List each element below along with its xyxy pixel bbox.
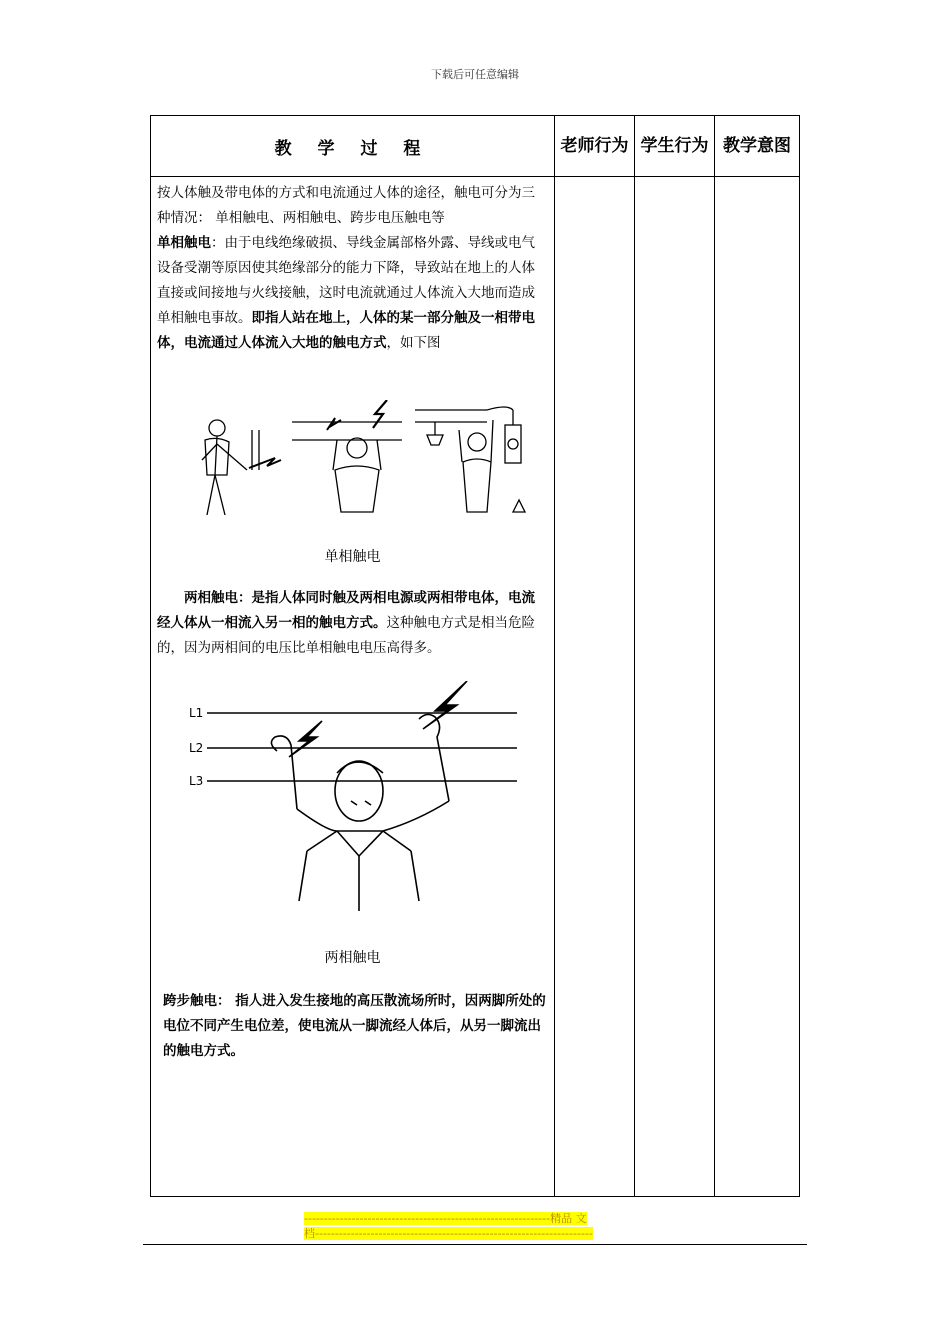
two-phase-definition: 两相触电：是指人体同时触及两相电源或两相带电体，电流经人体从一相流入另一相的触电方式。 bbox=[157, 590, 535, 631]
man-figure-icon bbox=[271, 714, 449, 911]
figure-b-person-icon bbox=[292, 400, 402, 512]
header-student-behavior: 学生行为 bbox=[635, 116, 715, 177]
two-phase-text: 这种触电方式是相当危险的，因为两相间的电压比单相触电电压高得多。 bbox=[157, 615, 535, 656]
figure-a-person-icon bbox=[202, 420, 281, 515]
two-phase-caption: 两相触电 bbox=[324, 950, 381, 966]
single-phase-paragraph bbox=[157, 231, 548, 356]
teaching-intent-cell bbox=[715, 177, 800, 1197]
header-teacher-behavior: 老师行为 bbox=[555, 116, 635, 177]
two-phase-illustration bbox=[187, 681, 527, 931]
step-voltage-paragraph: 跨步触电： 指人进入发生接地的高压散流场所时，因两脚所处的电位不同产生电位差，使电流从一脚流经人体后，从另一脚流出的触电方式。 bbox=[163, 993, 546, 1059]
student-behavior-cell bbox=[635, 177, 715, 1197]
single-phase-definition: 即指人站在地上，人体的某一部分触及一相带电体，电流通过人体流入大地的触电方式 bbox=[157, 310, 535, 351]
lesson-table bbox=[150, 115, 800, 1197]
header-teaching-process: 教 学 过 程 bbox=[151, 116, 555, 177]
page-header-note: 下载后可任意编辑 bbox=[431, 68, 519, 81]
lightning-small-icon bbox=[289, 721, 322, 757]
single-phase-caption: 单相触电 bbox=[324, 549, 381, 565]
lightning-icon bbox=[423, 681, 467, 729]
single-phase-illustration bbox=[187, 400, 527, 530]
single-phase-text: ：由于电线绝缘破损、导线金属部格外露、导线或电气设备受潮等原因使其绝缘部分的能力下降，导致站在地上的人体直接或间接地与火线接触，这时电流就通过人体流入大地而造成单相触电事故。 bbox=[157, 235, 535, 326]
line-label-l2: L2 bbox=[189, 741, 204, 755]
process-cell bbox=[151, 177, 555, 1197]
teacher-behavior-cell bbox=[555, 177, 635, 1197]
single-phase-term: 单相触电 bbox=[157, 235, 211, 251]
line-label-l3: L3 bbox=[189, 774, 204, 788]
footer-line-1: --------------------------------------------------------------精品 文 bbox=[304, 1212, 587, 1225]
footer-rule bbox=[143, 1244, 807, 1245]
footer-line-2: 档---------------------------------------------------------------------- bbox=[304, 1227, 593, 1240]
figure-c-person-icon bbox=[415, 407, 525, 512]
footer-watermark bbox=[304, 1211, 647, 1241]
single-phase-tail: ，如下图 bbox=[386, 335, 441, 351]
intro-paragraph: 按人体触及带电体的方式和电流通过人体的途径，触电可分为三种情况： 单相触电、两相触电、跨步电压触电等 bbox=[157, 185, 535, 226]
two-phase-paragraph bbox=[157, 586, 548, 661]
header-teaching-intent: 教学意图 bbox=[715, 116, 800, 177]
line-label-l1: L1 bbox=[189, 706, 204, 720]
